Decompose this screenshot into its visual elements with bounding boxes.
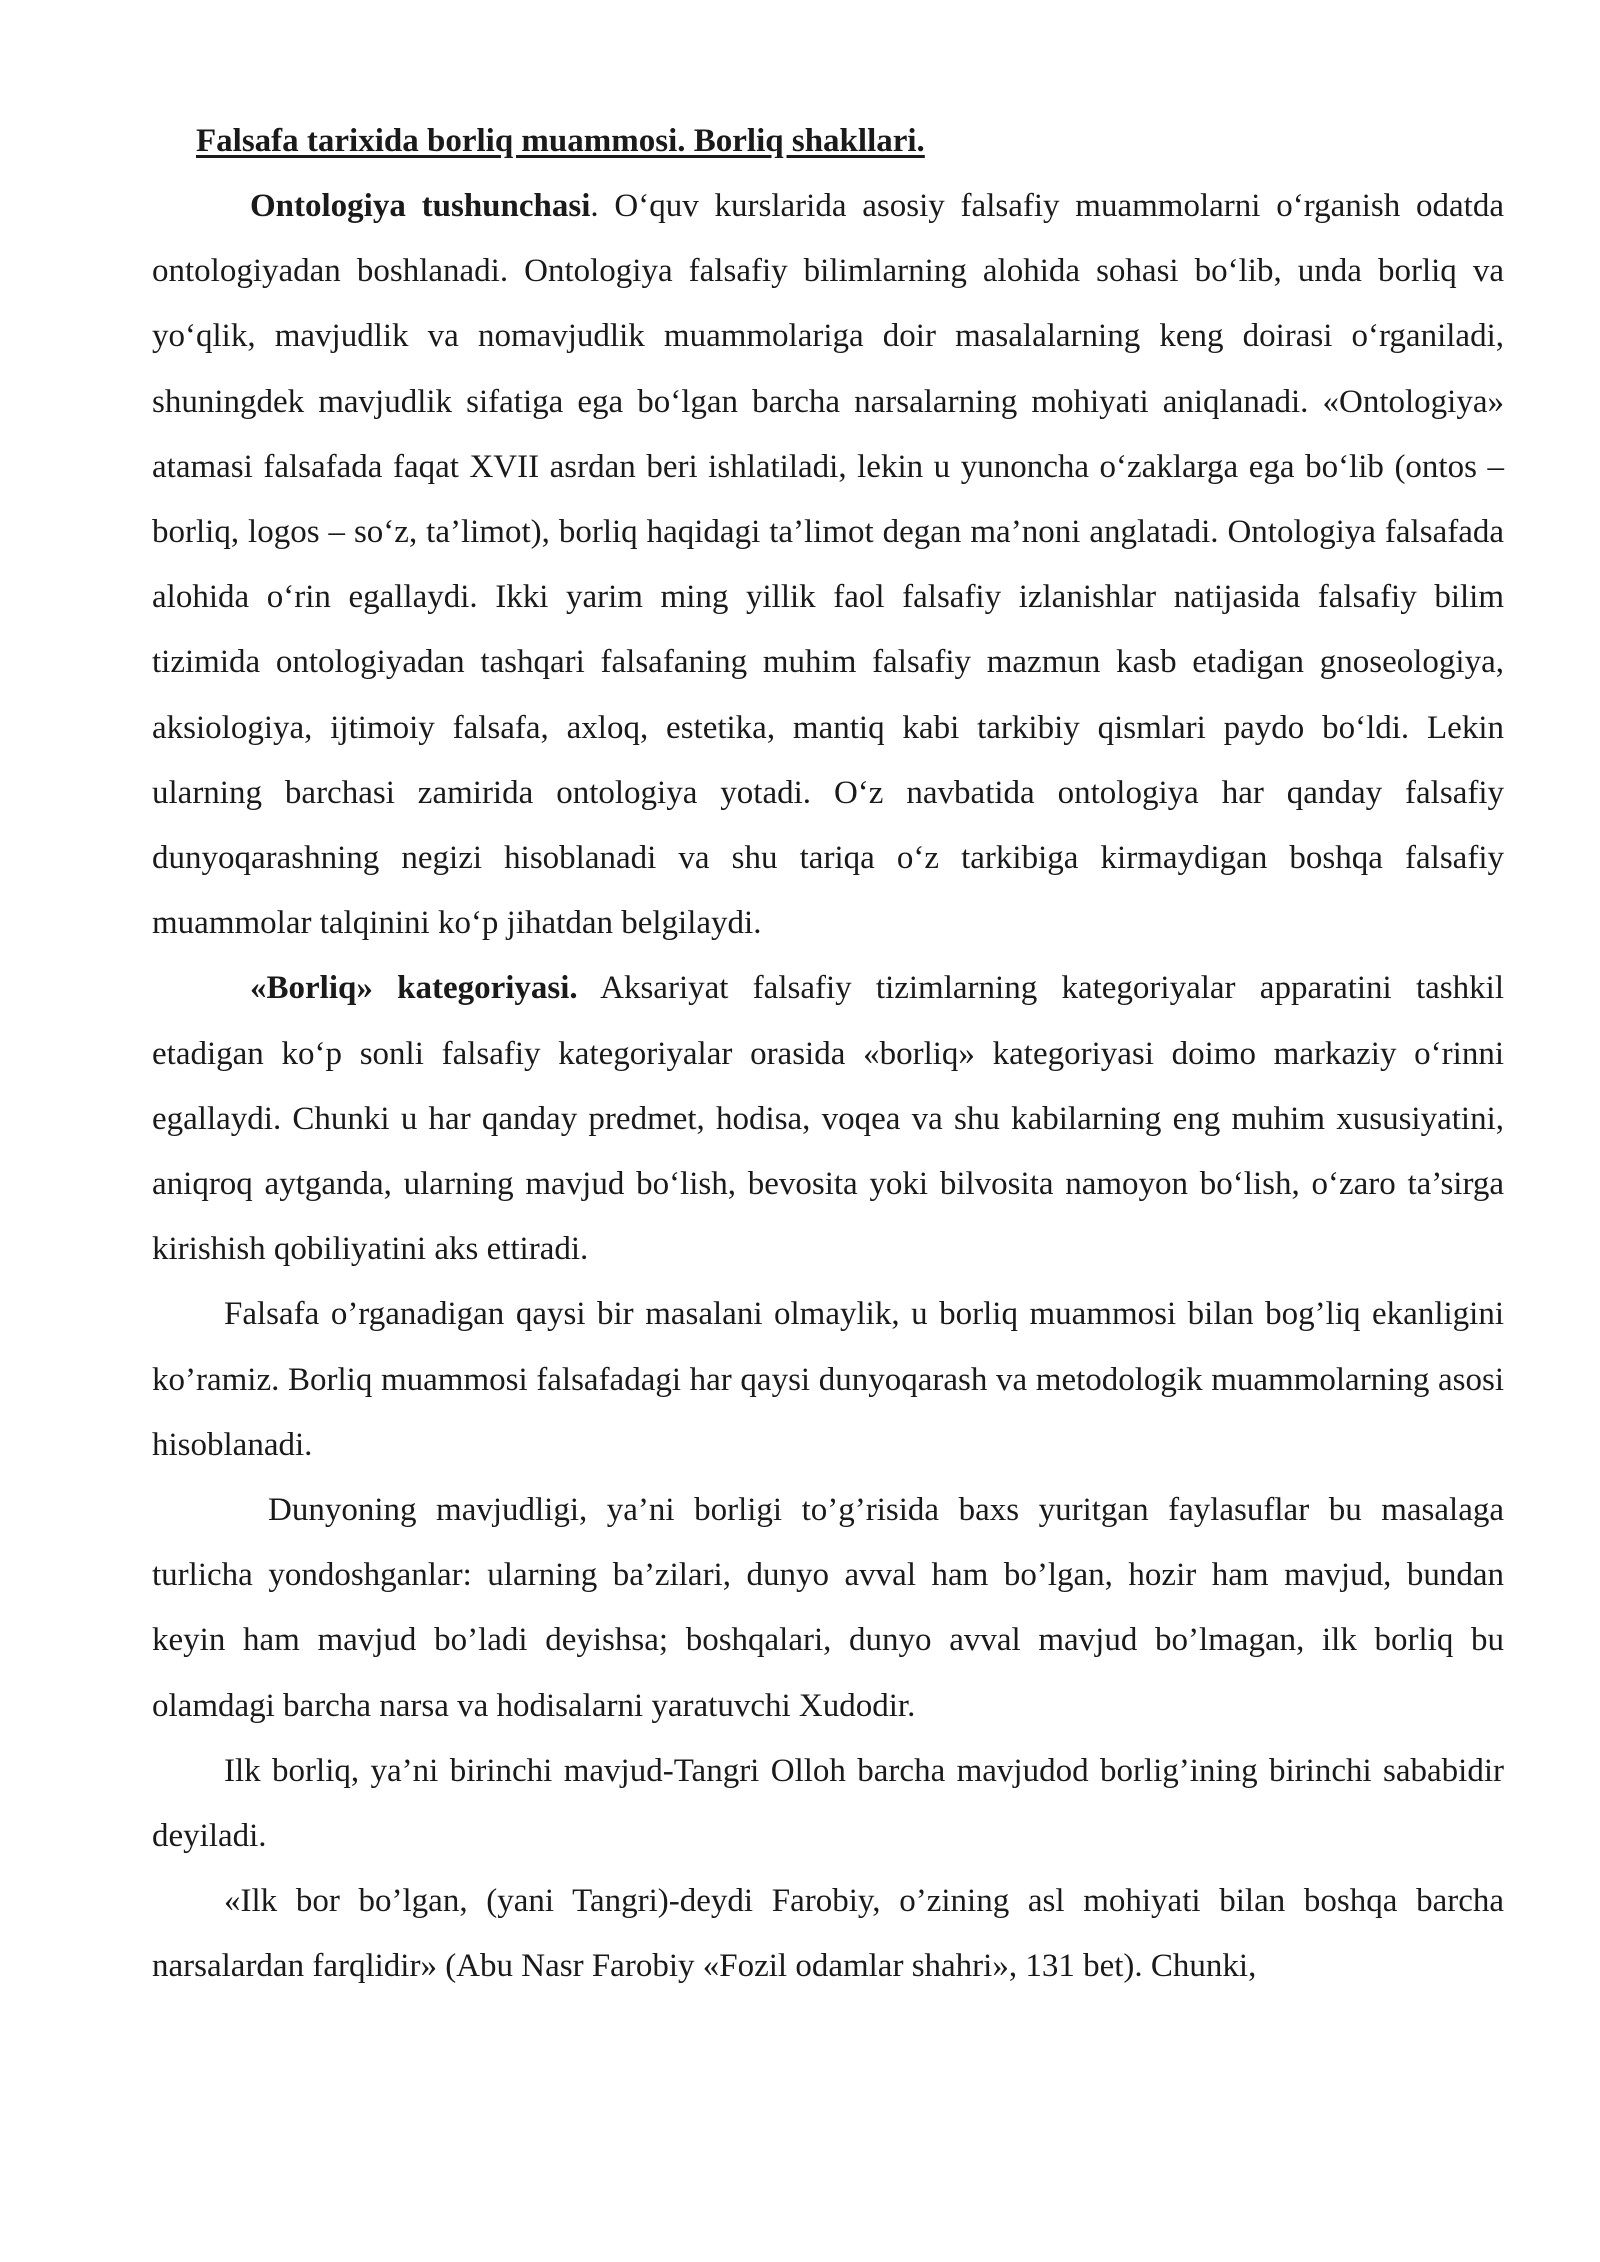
paragraph-ontologiya [152, 174, 1504, 956]
paragraph-heading: «Borliq» kategoriyasi. [250, 970, 578, 1007]
paragraph-borliq-kategoriyasi [152, 956, 1504, 1282]
paragraph-heading: Ontologiya tushunchasi [250, 188, 591, 224]
paragraph-text: Aksariyat falsafiy tizimlarning kategoriyalar apparatini tashkil etadigan ko‘p sonli falsafiy kategoriyalar orasida «borliq» kategoriyasi doimo markaziy o‘rinni egallaydi. Chunki u har qanday predmet, hodisa, voqea va shu kabilarning eng muhim xususiyatini, aniqroq aytganda, ularning mavjud bo‘lish, bevosita yoki bilvosita namoyon bo‘lish, o‘zaro ta’sirga kirishish qobiliyatini aks ettiradi. [152, 970, 1504, 1268]
paragraph-text: Ilk borliq, ya’ni birinchi mavjud-Tangri Olloh barcha mavjudod borlig’ining birinchi sababidir deyiladi. [152, 1752, 1504, 1855]
paragraph-text: Falsafa o’rganadigan qaysi bir masalani olmaylik, u borliq muammosi bilan bog’liq ekanligini ko’ramiz. Borliq muammosi falsafadagi har qaysi dunyoqarash va metodologik muammolarning asosi hisoblanadi. [152, 1296, 1504, 1463]
paragraph-text: Dunyoning mavjudligi, ya’ni borligi to’g’risida baxs yuritgan faylasuflar bu masalaga turlicha yondoshganlar: ularning ba’zilari, dunyo avval ham bo’lgan, hozir ham mavjud, bundan keyin ham mavjud bo’ladi deyishsa; boshqalari, dunyo avval mavjud bo’lmagan, ilk borliq bu olamdagi barcha narsa va hodisalarni yaratuvchi Xudodir. [152, 1492, 1504, 1724]
paragraph-text: . O‘quv kurslarida asosiy falsafiy muammolarni o‘rganish odatda ontologiyadan boshlanadi. Ontologiya falsafiy bilimlarning alohida sohasi bo‘lib, unda borliq va yo‘qlik, mavjudlik va nomavjudlik muammolariga doir masalalarning keng doirasi o‘rganiladi, shuningdek mavjudlik sifatiga ega bo‘lgan barcha narsalarning mohiyati aniqlanadi. «Ontologiya» atamasi falsafada faqat XVII asrdan beri ishlatiladi, lekin u yunoncha o‘zaklarga ega bo‘lib (ontos – borliq, logos – so‘z, ta’limot), borliq haqidagi ta’limot degan ma’noni anglatadi. Ontologiya falsafada alohida o‘rin egallaydi. Ikki yarim ming yillik faol falsafiy izlanishlar natijasida falsafiy bilim tizimida ontologiyadan tashqari falsafaning muhim falsafiy mazmun kasb etadigan gnoseologiya, aksiologiya, ijtimoiy falsafa, axloq, estetika, mantiq kabi tarkibiy qismlari paydo bo‘ldi. Lekin ularning barchasi zamirida ontologiya yotadi. O‘z navbatida ontologiya har qanday falsafiy dunyoqarashning negizi hisoblanadi va shu tariqa o‘z tarkibiga kirmaydigan boshqa falsafiy muammolar talqinini ko‘p jihatdan belgilaydi. [152, 188, 1504, 942]
paragraph-text: «Ilk bor bo’lgan, (yani Tangri)-deydi Farobiy, o’zining asl mohiyati bilan boshqa barcha narsalardan farqlidir» (Abu Nasr Farobiy «Fozil odamlar shahri», 131 bet). Chunki, [152, 1883, 1504, 1985]
document-title: Falsafa tarixida borliq muammosi. Borliq shakllari. [196, 123, 925, 159]
document-page [152, 108, 1504, 2000]
